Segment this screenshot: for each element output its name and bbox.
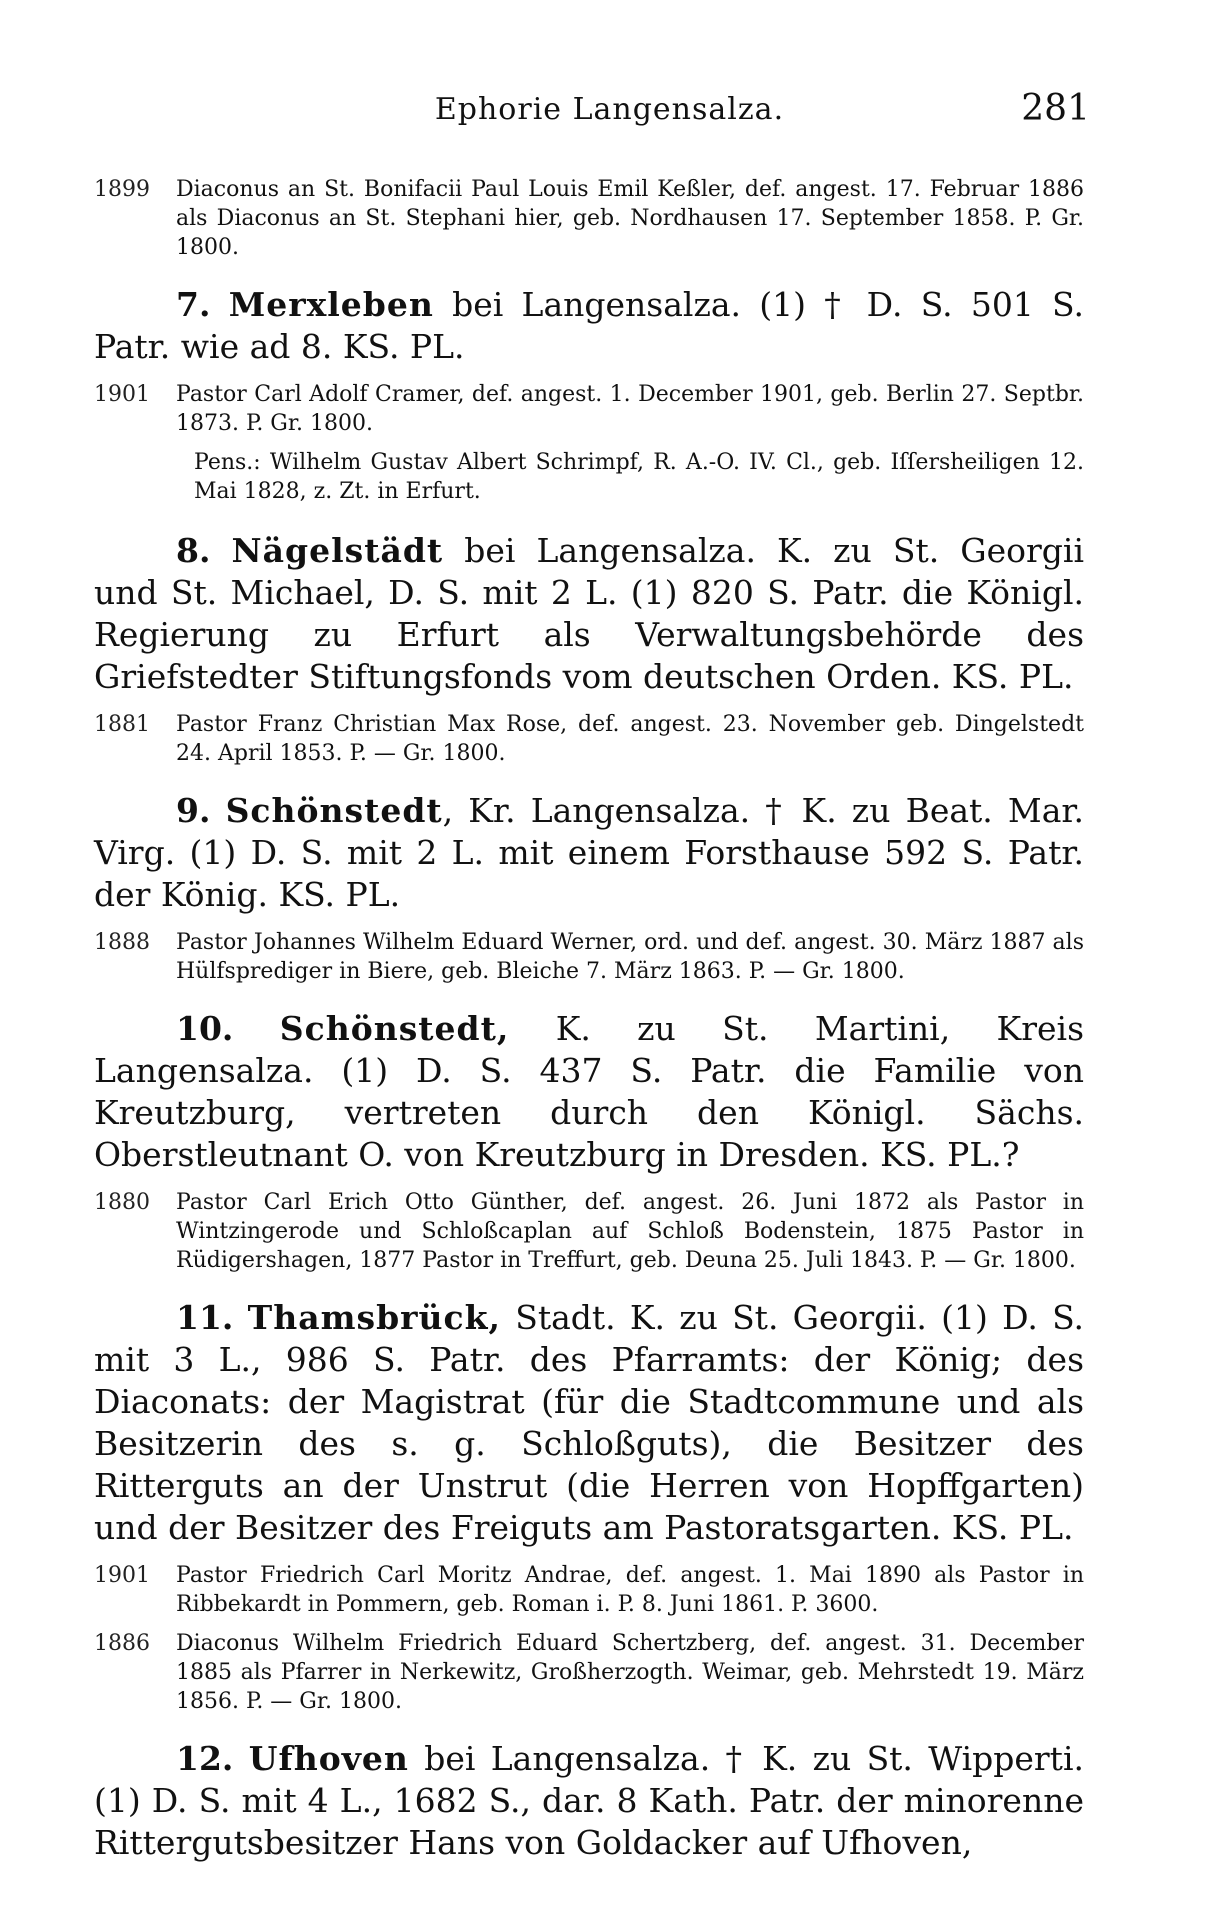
entry-year: 1888	[94, 930, 150, 955]
parish-number: 12.	[176, 1739, 234, 1778]
parish-number: 10.	[176, 1009, 234, 1048]
entry-year: 1901	[94, 1563, 150, 1588]
parish-description: , Kr. Langensalza. † K. zu Beat. Mar. Virg. (1) D. S. mit 2 L. mit einem Forsthause 592 S. Patr. der König. KS. PL.	[94, 791, 1085, 914]
parish-name: Nägelstädt	[231, 531, 444, 570]
parish-heading-7	[94, 284, 1084, 368]
parish-description: bei Langensalza. † K. zu St. Wipperti. (1) D. S. mit 4 L., 1682 S., dar. 8 Kath. Patr. der minorenne Rittergutsbesitzer Hans von Goldacker auf Ufhoven,	[94, 1739, 1084, 1862]
parish-heading-9	[94, 790, 1084, 916]
parish-name: Schönstedt,	[279, 1009, 510, 1048]
parish-name: Ufhoven	[248, 1739, 409, 1778]
parish-name: Merxleben	[228, 285, 434, 324]
parish-description: Stadt. K. zu St. Georgii. (1) D. S. mit 3 L., 986 S. Patr. des Pfarramts: der König; des Diaconats: der Magistrat (für die Stadtcommune und als Besitzerin des s. g. Schloßguts), die Besitzer des Ritterguts an der Unstrut (die Herren von Hopffgarten) und der Besitzer des Freiguts am Pastoratsgarten. KS. PL.	[94, 1298, 1085, 1547]
entry-year: 1880	[94, 1190, 150, 1215]
parish-name: Thamsbrück,	[247, 1298, 501, 1337]
clergy-entry	[94, 1561, 1084, 1619]
entry-year: 1899	[94, 177, 150, 202]
parish-heading-11	[94, 1297, 1084, 1549]
entry-text: Pastor Johannes Wilhelm Eduard Werner, ord. und def. angest. 30. März 1887 als Hülfsprediger in Biere, geb. Bleiche 7. März 1863. P. — Gr. 1800.	[176, 930, 1084, 984]
clergy-entry	[94, 1629, 1084, 1716]
entry-text: Pastor Carl Adolf Cramer, def. angest. 1. December 1901, geb. Berlin 27. Septbr. 1873. P. Gr. 1800.	[176, 382, 1084, 436]
entry-text: Diaconus an St. Bonifacii Paul Louis Emil Keßler, def. angest. 17. Februar 1886 als Diaconus an St. Stephani hier, geb. Nordhausen 17. September 1858. P. Gr. 1800.	[176, 177, 1084, 260]
parish-heading-8	[94, 530, 1084, 698]
parish-number: 9.	[176, 791, 211, 830]
clergy-entry	[94, 1188, 1084, 1275]
entry-text: Diaconus Wilhelm Friedrich Eduard Schertzberg, def. angest. 31. December 1885 als Pfarrer in Nerkewitz, Großherzogth. Weimar, geb. Mehrstedt 19. März 1856. P. — Gr. 1800.	[176, 1631, 1084, 1714]
parish-number: 11.	[176, 1298, 234, 1337]
parish-description: bei Langensalza. K. zu St. Georgii und St. Michael, D. S. mit 2 L. (1) 820 S. Patr. die Königl. Regierung zu Erfurt als Verwaltungsbehörde des Griefstedter Stiftungsfonds vom deutschen Orden. KS. PL.	[94, 531, 1084, 696]
page-body	[94, 175, 1084, 1876]
running-title: Ephorie Langensalza.	[434, 92, 785, 127]
entry-year: 1886	[94, 1631, 150, 1656]
clergy-entry	[94, 928, 1084, 986]
parish-description: K. zu St. Martini, Kreis Langensalza. (1) D. S. 437 S. Patr. die Familie von Kreutzburg, vertreten durch den Königl. Sächs. Oberstleutnant O. von Kreutzburg in Dresden. KS. PL.?	[94, 1009, 1085, 1174]
parish-name: Schönstedt	[225, 791, 443, 830]
entry-text: Pastor Franz Christian Max Rose, def. angest. 23. November geb. Dingelstedt 24. April 1853. P. — Gr. 1800.	[176, 712, 1084, 766]
parish-heading-10	[94, 1008, 1084, 1176]
parish-description: bei Langensalza. (1) † D. S. 501 S. Patr. wie ad 8. KS. PL.	[94, 285, 1084, 366]
clergy-entry	[94, 710, 1084, 768]
parish-heading-12	[94, 1738, 1084, 1864]
entry-text: Pastor Friedrich Carl Moritz Andrae, def. angest. 1. Mai 1890 als Pastor in Ribbekardt in Pommern, geb. Roman i. P. 8. Juni 1861. P. 3600.	[176, 1563, 1084, 1617]
entry-year: 1881	[94, 712, 150, 737]
entry-year: 1901	[94, 382, 150, 407]
page-number: 281	[1021, 88, 1090, 129]
parish-number: 7.	[176, 285, 211, 324]
intro-entry	[94, 175, 1084, 262]
parish-number: 8.	[176, 531, 211, 570]
clergy-entry	[94, 380, 1084, 438]
entry-text: Pastor Carl Erich Otto Günther, def. angest. 26. Juni 1872 als Pastor in Wintzingerode und Schloßcaplan auf Schloß Bodenstein, 1875 Pastor in Rüdigershagen, 1877 Pastor in Treffurt, geb. Deuna 25. Juli 1843. P. — Gr. 1800.	[176, 1190, 1084, 1273]
pension-note: Pens.: Wilhelm Gustav Albert Schrimpf, R. A.-O. IV. Cl., geb. Iſſersheiligen 12. Mai 1828, z. Zt. in Erfurt.	[194, 450, 1084, 504]
